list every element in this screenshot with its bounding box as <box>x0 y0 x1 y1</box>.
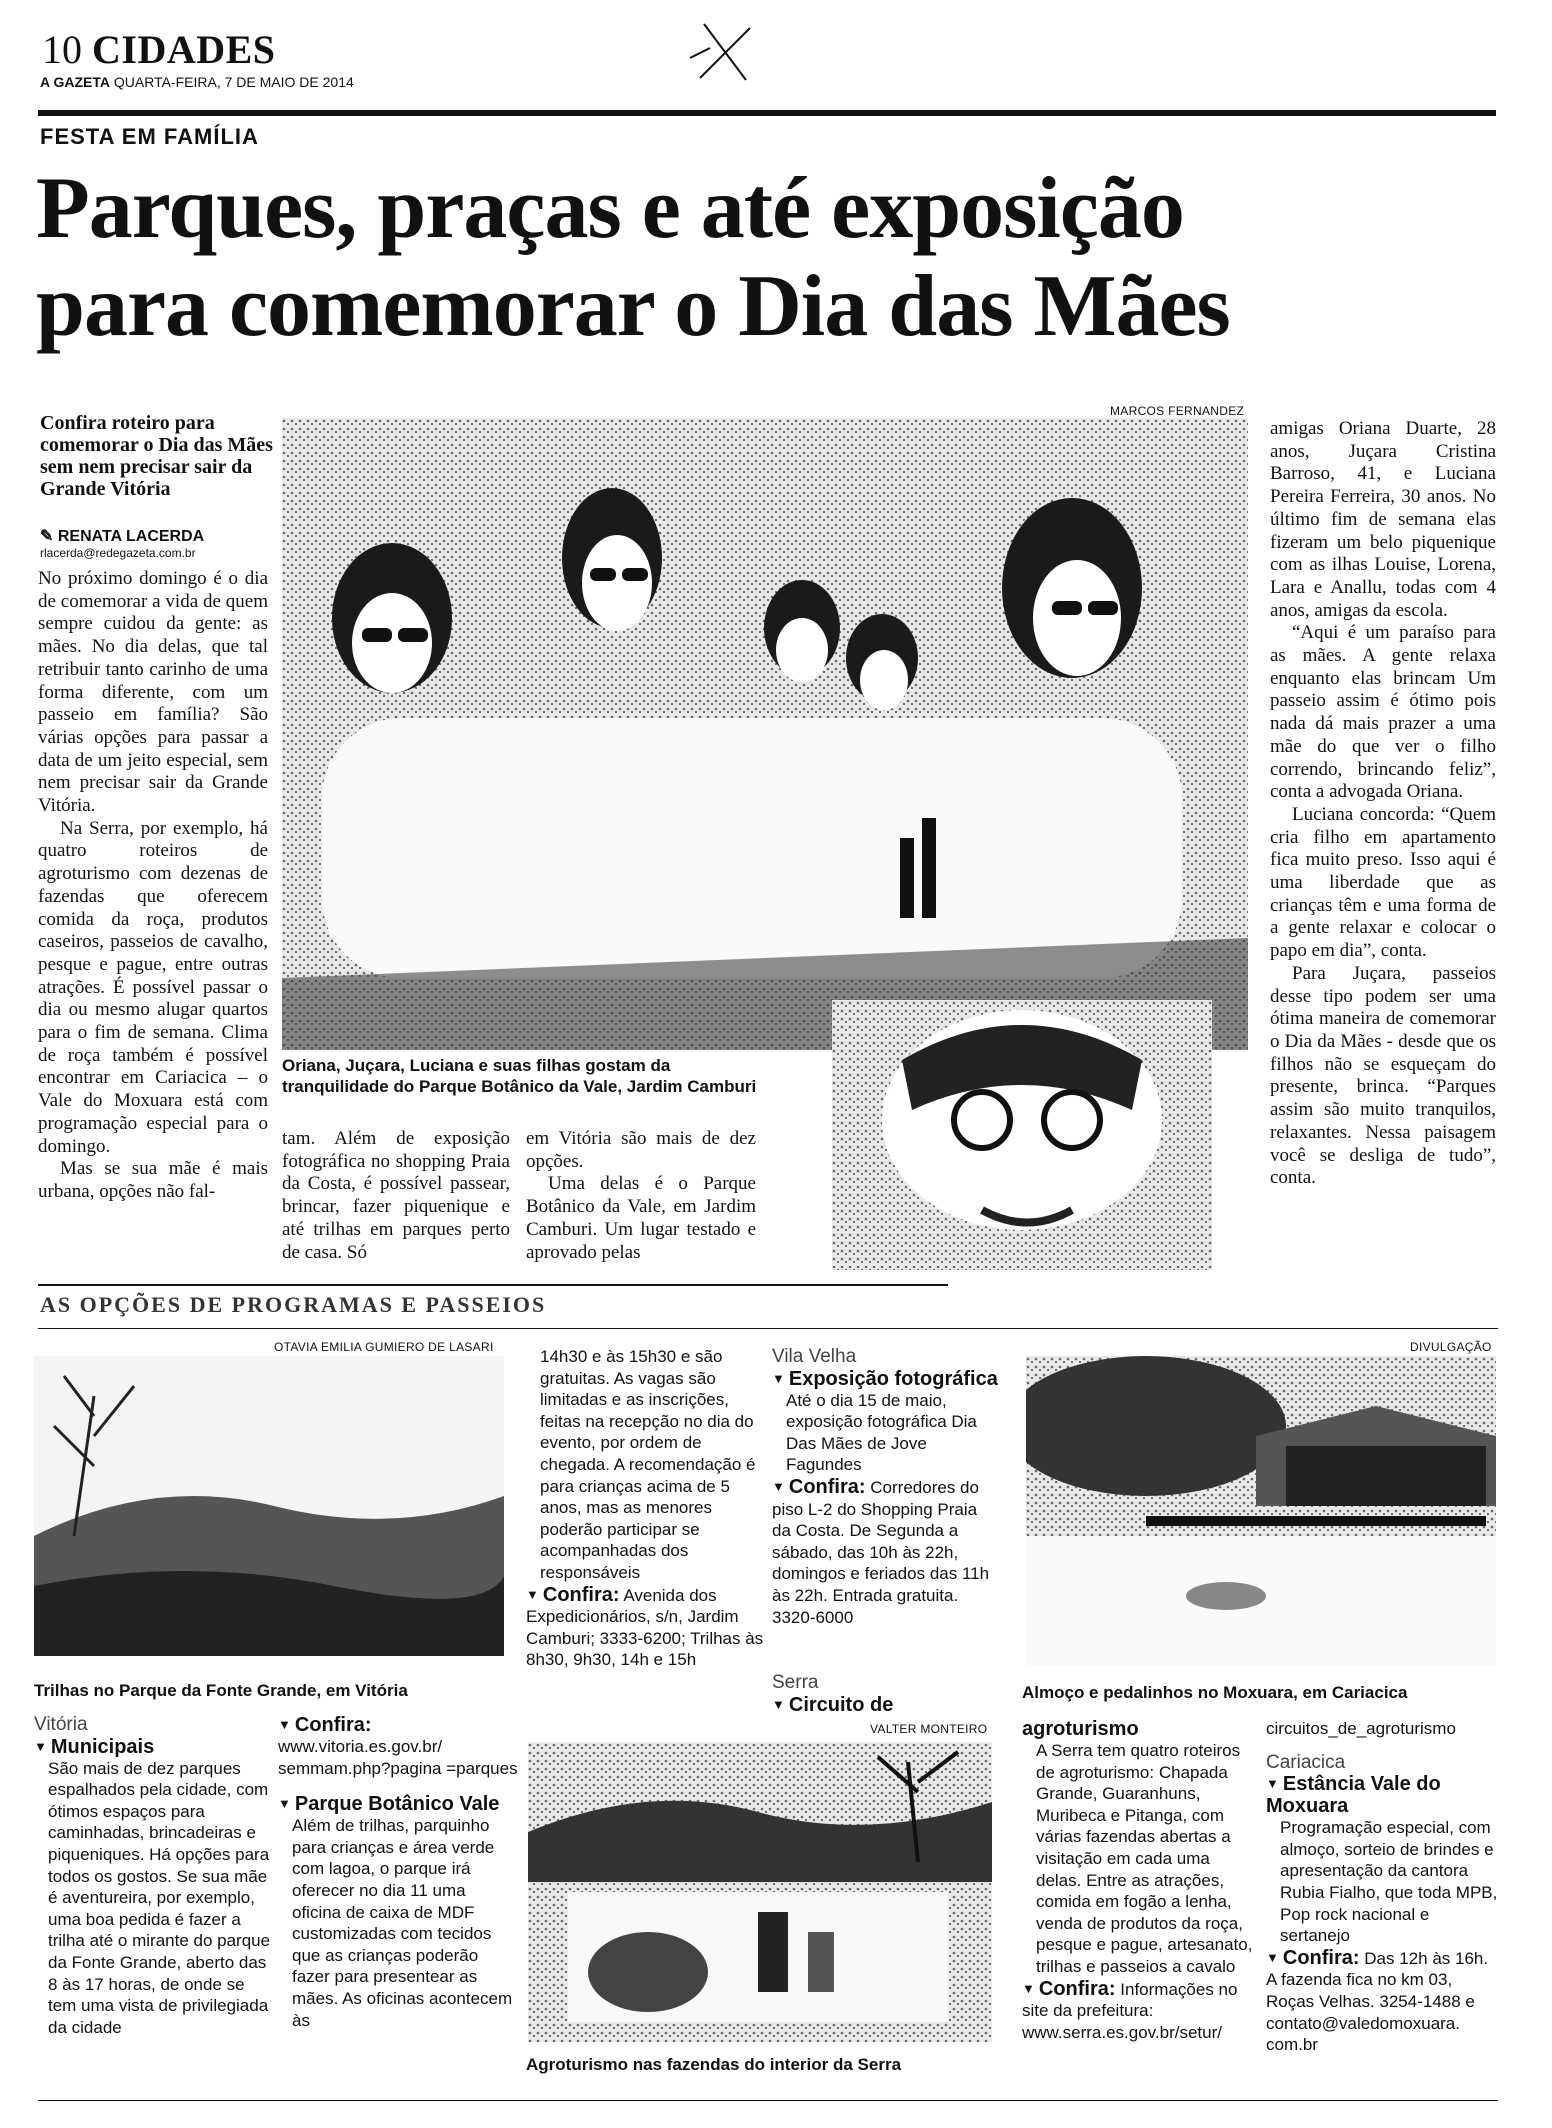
confira-heading <box>1266 1947 1360 1969</box>
paragraph: Mas se sua mãe é mais urbana, opções não fal- <box>38 1158 268 1202</box>
article-column-3 <box>526 1128 756 1264</box>
triangle-bullet-icon: ▼ <box>278 1796 291 1812</box>
photo-credit: DIVULGAÇÃO <box>1410 1340 1492 1354</box>
section-name: CIDADES <box>92 27 276 72</box>
newspaper-name: A GAZETA <box>40 74 110 90</box>
vitoria-column-3 <box>526 1346 766 1671</box>
deck: Confira roteiro para comemorar o Dia das Mães sem nem precisar sair da Grande Vitória <box>40 412 273 500</box>
triangle-bullet-icon: ▼ <box>278 1717 291 1732</box>
municipais-text: São mais de dez parques espalhados pela cidade, com ótimos espaços para caminhadas, brincadeiras e piqueniques. Há opções para todos os gostos. Se sua mãe é aventureira, por exemplo, uma boa pedida é fazer a trilha até o mirante do parque da Fonte Grande, aberto das 8 às 17 horas, de onde se tem uma vista de privilegiada da cidade <box>48 1758 271 2037</box>
paragraph: Luciana concorda: “Quem cria filho em apartamento fica muito preso. Isso aqui é uma liberdade que as crianças têm e uma forma de a gente relaxar e colocar o papo em dia”, conta. <box>1270 803 1496 962</box>
city-label-serra: Serra <box>772 1672 819 1693</box>
vila-velha-column <box>772 1346 998 1628</box>
dateline <box>40 74 354 90</box>
triangle-bullet-icon: ▼ <box>1266 1949 1279 1965</box>
confira-heading <box>526 1584 620 1606</box>
pen-icon: ✎ <box>40 528 58 545</box>
caption-line-2: tranquilidade do Parque Botânico da Vale, Jardim Camburi <box>282 1077 757 1096</box>
confira-text: Avenida dos Expedicionários, s/n, Jardim Camburi; 3333-6200; Trilhas às 8h30, 9h30, 14h e 15h <box>526 1585 764 1670</box>
paragraph: Para Juçara, passeios desse tipo podem ser uma ótima maneira de comemorar o Dia da Mães - desde que os filhos não se esqueçam do presente, brinca. “Parques assim são muito tranquilos, relaxantes. Nessa paisagem você se desliga de tudo”, conta. <box>1270 962 1496 1189</box>
triangle-bullet-icon: ▼ <box>772 1696 785 1712</box>
article-column-1 <box>38 568 268 1204</box>
serra-heading-block <box>772 1672 998 1716</box>
author-name: RENATA LACERDA <box>57 528 205 545</box>
estancia-heading <box>1266 1773 1498 1817</box>
inset-photo <box>832 1000 1212 1270</box>
heading-text: Exposição fotográfica <box>788 1367 998 1390</box>
main-photo <box>282 418 1248 1050</box>
top-rule <box>38 110 1496 116</box>
byline <box>40 526 204 546</box>
agroturismo-photo <box>528 1742 992 2042</box>
confira-text: www.vitoria.es.gov.br/ semmam.php?pagina =parques <box>278 1737 518 1778</box>
heading-text: Confira: <box>294 1714 372 1736</box>
headline-line-1: Parques, praças e até exposição <box>36 160 1184 257</box>
confira-text: Informações no site da prefeitura: www.serra.es.gov.br/setur/ <box>1022 1979 1238 2042</box>
photo-caption: Trilhas no Parque da Fonte Grande, em Vitória <box>34 1681 408 1700</box>
confira-heading <box>772 1476 866 1498</box>
heading-text: Parque Botânico Vale <box>294 1793 500 1816</box>
caption-line-1: Oriana, Juçara, Luciana e suas filhas gostam da <box>282 1056 671 1075</box>
paragraph: em Vitória são mais de dez opções. <box>526 1128 756 1172</box>
headline-line-2: para comemorar o Dia das Mães <box>36 258 1230 355</box>
heading-text: Confira: <box>788 1475 866 1498</box>
botanico-text: Além de trilhas, parquinho para crianças e área verde com lagoa, o parque irá oferecer no dia 11 uma oficina de caixa de MDF customizadas com tecidos que as crianças poderão fazer para presentear as mães. As oficinas acontecem às <box>292 1816 513 2030</box>
vitoria-column-2 <box>278 1714 518 2031</box>
botanico-heading <box>278 1793 518 1815</box>
confira-block <box>1266 1947 1498 2056</box>
section-rule-bottom <box>38 1328 1498 1329</box>
photo-caption: Agroturismo nas fazendas do interior da Serra <box>526 2055 902 2074</box>
section-rule-top <box>38 1284 948 1286</box>
confira-block <box>526 1584 766 1671</box>
confira-block <box>1022 1978 1258 2044</box>
moxuara-photo <box>1026 1356 1496 1666</box>
botanico-continuation: 14h30 e às 15h30 e são gratuitas. As vagas são limitadas e as inscrições, feitas na recepção no dia do evento, por ordem de chegada. A recomendação é para crianças acima de 5 anos, mas as menores poderão participar se acompanhadas dos responsáveis <box>540 1347 756 1582</box>
vitoria-column <box>34 1714 274 2038</box>
estancia-text: Programação especial, com almoço, sorteio de brindes e apresentação da cantora Rubia Fialho, que toda MPB, Pop rock nacional e sertanejo <box>1280 1818 1498 1946</box>
confira-heading <box>1022 1978 1116 2000</box>
triangle-bullet-icon: ▼ <box>772 1370 785 1386</box>
exposicao-heading <box>772 1368 998 1390</box>
serra-text: A Serra tem quatro roteiros de agroturismo: Chapada Grande, Guaranhuns, Muribeca e Pitanga, com várias fazendas abertas a visitação em cada uma delas. Entre as atrações, comida em fogão a lenha, venda de produtos da roça, pesque e pague, artesanato, trilhas e passeios a cavalo <box>1036 1741 1253 1976</box>
photo-credit: VALTER MONTEIRO <box>870 1722 988 1736</box>
photo-credit: MARCOS FERNANDEZ <box>1110 404 1245 418</box>
page-header <box>42 26 276 73</box>
municipais-heading <box>34 1736 274 1758</box>
heading-text: Confira: <box>1282 1946 1360 1969</box>
confira-heading <box>278 1714 518 1736</box>
heading-text: Circuito de <box>788 1693 894 1716</box>
bottom-rule <box>38 2100 1498 2101</box>
photo-caption: Almoço e pedalinhos no Moxuara, em Cariacica <box>1022 1683 1408 1702</box>
city-label-vitoria: Vitória <box>34 1714 88 1735</box>
options-section-title: AS OPÇÕES DE PROGRAMAS E PASSEIOS <box>40 1292 547 1317</box>
photo-credit: OTAVIA EMILIA GUMIERO DE LASARI <box>274 1340 494 1354</box>
heading-text: Confira: <box>542 1583 620 1606</box>
agroturismo-heading: agroturismo <box>1022 1718 1139 1740</box>
kicker: FESTA EM FAMÍLIA <box>40 124 259 149</box>
handwritten-x-mark <box>686 18 766 88</box>
article-column-4 <box>1270 418 1496 1190</box>
paragraph: “Aqui é um paraíso para as mães. A gente relaxa enquanto elas brincam Um passeio assim é ótimo pois nada dá mais prazer a uma mãe do que ver o filho correndo, brincando feliz”, conta a advogada Oriana. <box>1270 622 1496 803</box>
paragraph: No próximo domingo é o dia de comemorar a vida de quem sempre cuidou da gente: as mães. No dia delas, que tal retribuir tanto carinho de uma forma diferente, com um passeio em família? São várias opções para passar a data de um jeito especial, sem nem precisar sair da Grande Vitória. <box>38 568 268 817</box>
serra-column <box>1022 1718 1258 2043</box>
issue-date: QUARTA-FEIRA, 7 DE MAIO DE 2014 <box>113 74 354 90</box>
confira-block <box>772 1476 998 1628</box>
heading-text: Municipais <box>50 1735 155 1758</box>
confira-text: Corredores do piso L-2 do Shopping Praia da Costa. De Segunda a sábado, das 10h às 22h, domingos e feriados das 11h às 22h. Entrada gratuita. 3320-6000 <box>772 1477 990 1627</box>
page-number: 10 <box>42 27 82 72</box>
triangle-bullet-icon: ▼ <box>34 1738 47 1754</box>
triangle-bullet-icon: ▼ <box>1266 1776 1279 1792</box>
city-label-cariacica: Cariacica <box>1266 1751 1346 1773</box>
main-photo-caption <box>282 1055 842 1097</box>
exposicao-text: Até o dia 15 de maio, exposição fotográfica Dia Das Mães de Jove Fagundes <box>786 1390 977 1475</box>
heading-text: Estância Vale do Moxuara <box>1266 1773 1441 1818</box>
serra-link-continuation: circuitos_de_agroturismo <box>1266 1719 1456 1738</box>
triangle-bullet-icon: ▼ <box>1022 1980 1035 1996</box>
paragraph: amigas Oriana Duarte, 28 anos, Juçara Cristina Barroso, 41, e Luciana Pereira Ferreira, 30 anos. No último fim de semana elas fizeram um belo piquenique com as ilhas Louise, Lorena, Lara e Anallu, todas com 4 anos, amigas da escola. <box>1270 418 1496 621</box>
triangle-bullet-icon: ▼ <box>526 1586 539 1602</box>
article-column-2 <box>282 1128 510 1264</box>
triangle-bullet-icon: ▼ <box>772 1478 785 1494</box>
author-email: rlacerda@redegazeta.com.br <box>40 546 196 560</box>
fonte-grande-photo <box>34 1356 504 1656</box>
heading-text: Confira: <box>1038 1977 1116 2000</box>
city-label-vila-velha: Vila Velha <box>772 1346 857 1367</box>
paragraph: Na Serra, por exemplo, há quatro roteiros de agroturismo com dezenas de fazendas que oferecem comida da roça, produtos caseiros, passeios de cavalho, pesque e pague, entre outras atrações. É possível passar o dia ou mesmo alugar quartos para o fim de semana. Clima de roça também é possível encontrar em Cariacica – o Vale do Moxuara está com programação especial para o domingo. <box>38 817 268 1157</box>
cariacica-column <box>1266 1718 1498 2056</box>
confira-text: Das 12h às 16h. A fazenda fica no km 03, Roças Velhas. 3254-1488 e contato@valedomoxuara. com.br <box>1266 1948 1489 2055</box>
paragraph: tam. Além de exposição fotográfica no shopping Praia da Costa, é possível passear, brincar, fazer piquenique e até trilhas em parques perto de casa. Só <box>282 1128 510 1263</box>
paragraph: Uma delas é o Parque Botânico da Vale, em Jardim Camburi. Um lugar testado e aprovado pelas <box>526 1173 756 1263</box>
headline <box>36 160 1516 356</box>
circuito-heading <box>772 1694 998 1716</box>
